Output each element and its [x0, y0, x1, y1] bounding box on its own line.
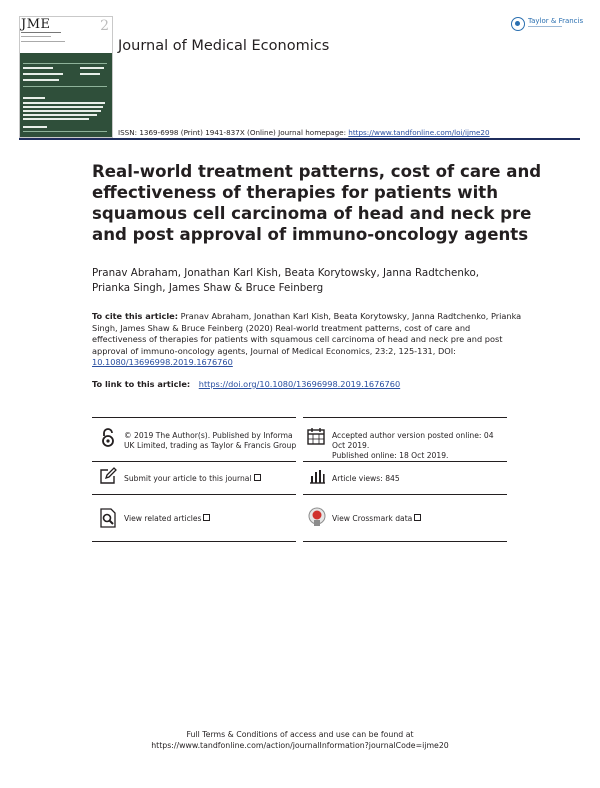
article-doi-link[interactable]: https://doi.org/10.1080/13696998.2019.1676760	[198, 379, 401, 389]
article-link-row	[92, 379, 400, 389]
cover-journal-abbrev: JME	[21, 17, 51, 32]
published-date: Published online: 18 Oct 2019.	[332, 451, 449, 460]
cover-image	[20, 53, 112, 137]
cover-rule	[23, 63, 107, 64]
article-link-label: To link to this article:	[92, 379, 191, 389]
footer-terms-text: Full Terms & Conditions of access and use can be found at	[186, 730, 414, 739]
calendar-icon	[307, 427, 325, 445]
publisher-logo-text: Taylor & Francis	[528, 17, 584, 25]
citation-block	[92, 311, 524, 369]
cover-text-line	[23, 126, 47, 128]
cover-text-line	[23, 106, 103, 108]
cover-rule	[21, 36, 51, 37]
article-title: Real-world treatment patterns, cost of care and effectiveness of therapies for patients with squamous cell carcinoma of head and neck pre and post approval of immuno-oncology agents	[92, 162, 542, 244]
cover-header	[20, 17, 112, 53]
related-articles-link[interactable]	[124, 514, 210, 524]
box-divider	[303, 541, 507, 542]
cover-text-line	[23, 97, 45, 99]
journal-homepage-link[interactable]: https://www.tandfonline.com/loi/ijme20	[348, 128, 490, 137]
accepted-date: Accepted author version posted online: 04	[332, 431, 494, 440]
cover-rule	[23, 131, 107, 132]
search-document-icon	[99, 508, 117, 526]
accepted-date-cont: Oct 2019.	[332, 441, 370, 450]
cover-text-line	[23, 79, 59, 81]
footer-terms	[0, 729, 600, 751]
journal-cover-thumbnail	[19, 16, 113, 138]
license-text: © 2019 The Author(s). Published by Informa UK Limited, trading as Taylor & Francis Group	[124, 431, 297, 450]
box-divider	[303, 494, 507, 495]
cover-text-line	[23, 67, 53, 69]
article-authors	[92, 266, 562, 296]
external-link-icon	[414, 514, 421, 521]
cover-text-line	[23, 73, 63, 75]
publisher-logo-icon	[511, 17, 525, 31]
cover-text-line	[80, 67, 104, 69]
citation-doi-link[interactable]: 10.1080/13696998.2019.1676760	[92, 357, 233, 367]
cover-text-line	[80, 73, 100, 75]
header-divider	[19, 138, 580, 140]
bar-chart-icon	[308, 467, 326, 485]
publisher-logo[interactable]	[511, 16, 585, 36]
box-divider	[303, 417, 507, 418]
issn-line	[118, 128, 490, 137]
box-divider	[92, 494, 296, 495]
authors-line: Prianka Singh, James Shaw & Bruce Feinberg	[92, 282, 324, 294]
cover-rule	[21, 32, 61, 33]
related-articles-label: View related articles	[124, 514, 202, 523]
external-link-icon	[203, 514, 210, 521]
crossmark-link[interactable]	[332, 514, 421, 524]
edit-icon	[99, 467, 117, 485]
box-divider	[92, 461, 296, 462]
authors-line: Pranav Abraham, Jonathan Karl Kish, Beata Korytowsky, Janna Radtchenko,	[92, 267, 480, 279]
cover-text-line	[23, 102, 105, 104]
journal-title[interactable]: Journal of Medical Economics	[118, 38, 330, 54]
box-divider	[92, 417, 296, 418]
cover-issue-number: 2	[100, 18, 109, 34]
publisher-logo-rule	[528, 26, 562, 27]
issn-text: ISSN: 1369-6998 (Print) 1941-837X (Online) Journal homepage:	[118, 128, 346, 137]
crossmark-icon	[308, 507, 326, 525]
article-views: Article views: 845	[332, 474, 400, 483]
footer-terms-link[interactable]: https://www.tandfonline.com/action/journalInformation?journalCode=ijme20	[151, 741, 449, 750]
publication-dates	[332, 431, 512, 461]
submit-article-link[interactable]	[124, 474, 261, 484]
crossmark-label: View Crossmark data	[332, 514, 413, 523]
cover-rule	[21, 41, 65, 42]
cover-text-line	[23, 114, 97, 116]
open-access-icon	[99, 428, 117, 446]
citation-text: Pranav Abraham, Jonathan Karl Kish, Beata Korytowsky, Janna Radtchenko, Prianka Singh, James Shaw & Bruce Feinberg (2020) Real-world treatment patterns, cost of care and effectiveness of therapies for patients with squamous cell carcinoma of head and neck pre and post approval of immuno-oncology agents, Journal of Medical Economics, 23:2, 125-131, DOI:	[92, 311, 522, 356]
cover-text-line	[23, 110, 101, 112]
box-divider	[92, 541, 296, 542]
citation-label: To cite this article:	[92, 311, 178, 321]
submit-article-label: Submit your article to this journal	[124, 474, 252, 483]
cover-rule	[23, 86, 107, 87]
external-link-icon	[254, 474, 261, 481]
cover-text-line	[23, 118, 89, 120]
box-divider	[303, 461, 507, 462]
